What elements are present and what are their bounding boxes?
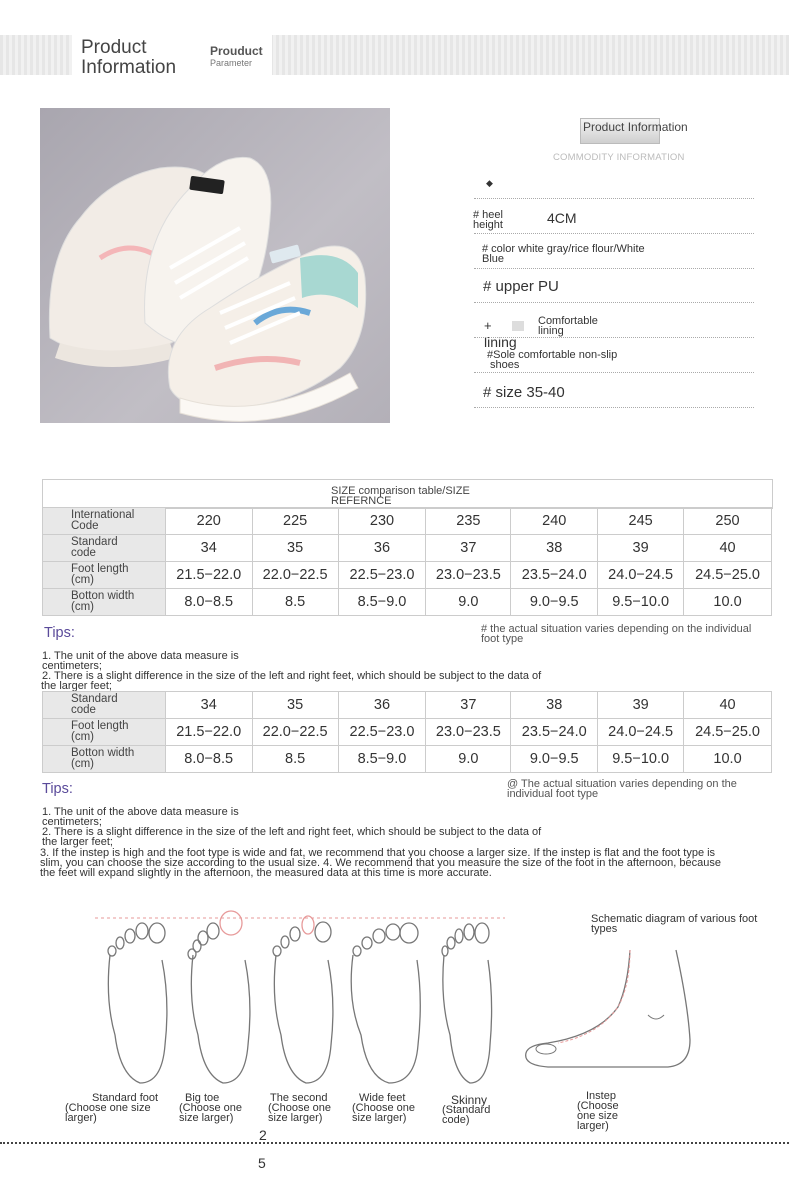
- big-toe-foot-icon: [188, 911, 250, 1083]
- table-cell: 9.0−9.5: [511, 589, 598, 616]
- row-header: [43, 692, 166, 719]
- foot-label-instep-line4: larger): [577, 1120, 609, 1132]
- table-cell: 22.0−22.5: [252, 562, 338, 589]
- table-cell: 35: [252, 535, 338, 562]
- table-cell: 230: [338, 508, 426, 535]
- table-cell: 40: [684, 535, 772, 562]
- divider: [474, 198, 754, 199]
- table-cell: 24.0−24.5: [598, 562, 684, 589]
- table-cell: 24.5−25.0: [684, 719, 772, 746]
- divider: [474, 337, 754, 338]
- color-line1: # color white gray/rice flour/White: [482, 243, 645, 255]
- table-row: [43, 562, 772, 589]
- table-cell: 34: [165, 535, 252, 562]
- header-subtitle: Prouduct: [210, 44, 263, 58]
- schematic-caption: [591, 914, 757, 934]
- sole-line1: #Sole comfortable non-slip: [487, 349, 618, 361]
- divider: [474, 407, 754, 408]
- row-header: [43, 508, 166, 535]
- row-header-line2: (cm): [71, 731, 94, 743]
- table-cell: 23.0−23.5: [426, 719, 511, 746]
- tips2-line1: 1. The unit of the above data measure is: [42, 806, 239, 818]
- diamond-icon: ◆: [486, 178, 493, 188]
- wide-foot-icon: [351, 923, 420, 1083]
- foot-label-standard: [65, 1093, 158, 1123]
- table-cell: 225: [252, 508, 338, 535]
- table-cell: 22.0−22.5: [252, 719, 338, 746]
- heel-height-value: 4CM: [547, 210, 577, 226]
- row-header-line1: International: [71, 509, 135, 521]
- foot-label-standard-line2: (Choose one size: [65, 1102, 151, 1114]
- tips-right-note-line1: # the actual situation varies depending on the individual: [481, 623, 752, 635]
- foot-label-skinny-line2: (Standard: [442, 1104, 491, 1116]
- table-cell: 23.5−24.0: [511, 562, 598, 589]
- table-cell: 22.5−23.0: [338, 719, 426, 746]
- foot-label-big-toe-line1: Big toe: [185, 1092, 220, 1104]
- table-row: [43, 746, 772, 773]
- header-title-line1: Product: [81, 37, 147, 58]
- table-cell: 36: [338, 535, 426, 562]
- divider: [474, 372, 754, 373]
- table-cell: 9.5−10.0: [598, 746, 684, 773]
- foot-label-instep-line3: one size: [577, 1110, 618, 1122]
- foot-label-instep: [577, 1091, 619, 1131]
- table-cell: 10.0: [684, 589, 772, 616]
- tips-text-2-more: [40, 848, 785, 878]
- lining-value: [538, 316, 598, 336]
- row-header: [43, 535, 166, 562]
- tips-right-note-line2: foot type: [481, 633, 524, 645]
- row-header: [43, 719, 166, 746]
- tips-line2: 2. There is a slight difference in the size of the left and right feet, which should be subject to the data of: [42, 670, 542, 682]
- table-cell: 8.5−9.0: [338, 589, 426, 616]
- table-cell: 38: [511, 535, 598, 562]
- page-number-lower: 5: [258, 1155, 266, 1171]
- table-row: [43, 589, 772, 616]
- table-cell: 35: [252, 692, 338, 719]
- tips2-line1b: centimeters;: [42, 816, 102, 828]
- table-cell: 8.0−8.5: [165, 589, 252, 616]
- upper-field: # upper PU: [483, 278, 559, 295]
- row-header-line1: Standard: [71, 693, 118, 705]
- row-header-line1: Standard: [71, 536, 118, 548]
- row-header-line1: Foot length: [71, 720, 129, 732]
- table-cell: 23.0−23.5: [426, 562, 511, 589]
- sneakers-illustration: [40, 108, 390, 423]
- tips2-line3: 3. If the instep is high and the foot type is wide and fat, we recommend that you choose a larger size. If the instep is flat and the foot type is: [40, 847, 716, 859]
- foot-label-second-toe-line2: (Choose one: [268, 1102, 331, 1114]
- row-header-line2: Code: [71, 520, 99, 532]
- tips-line2b: the larger feet;: [41, 680, 112, 692]
- color-field: [482, 244, 645, 264]
- row-header-line2: (cm): [71, 574, 94, 586]
- foot-label-big-toe-line2: (Choose one: [179, 1102, 242, 1114]
- divider: [474, 233, 754, 234]
- tips-line1: 1. The unit of the above data measure is: [42, 650, 239, 662]
- foot-label-big-toe: [179, 1093, 242, 1123]
- tips2-line5: the feet will expand slightly in the afternoon, the measured data at this time is more accurate.: [40, 867, 492, 879]
- row-header-line1: Botton width: [71, 590, 135, 602]
- foot-label-wide-line1: Wide feet: [359, 1092, 406, 1104]
- tips-text: [42, 651, 541, 691]
- table-row: [43, 508, 772, 535]
- table-cell: 220: [165, 508, 252, 535]
- foot-label-standard-line1: Standard foot: [92, 1092, 159, 1104]
- row-header-line2: (cm): [71, 601, 94, 613]
- tips2-line2b: the larger feet;: [42, 836, 113, 848]
- table-cell: 10.0: [684, 746, 772, 773]
- size-caption-line1: SIZE comparison table/SIZE: [331, 485, 470, 497]
- row-header-line1: Foot length: [71, 563, 129, 575]
- foot-label-wide: [352, 1093, 415, 1123]
- instep-foot-icon: [518, 945, 698, 1075]
- tips2-right-note-line1: @ The actual situation varies depending on the: [507, 778, 737, 790]
- table-cell: 39: [598, 692, 684, 719]
- table-cell: 235: [426, 508, 511, 535]
- table-cell: 23.5−24.0: [511, 719, 598, 746]
- commodity-info-label: COMMODITY INFORMATION: [553, 152, 685, 163]
- table-cell: 8.5: [252, 746, 338, 773]
- table-cell: 250: [684, 508, 772, 535]
- row-header-line2: code: [71, 547, 96, 559]
- table-cell: 38: [511, 692, 598, 719]
- sole-field: [487, 350, 617, 370]
- divider: [474, 302, 754, 303]
- color-line2: Blue: [482, 253, 505, 265]
- tips-text-2: [42, 807, 541, 847]
- tips2-right-note-line2: individual foot type: [507, 788, 599, 800]
- table-row: [43, 719, 772, 746]
- row-header: [43, 746, 166, 773]
- table-cell: 21.5−22.0: [165, 562, 252, 589]
- skinny-foot-icon: [442, 923, 492, 1083]
- size-field: # size 35-40: [483, 384, 565, 401]
- row-header: [43, 562, 166, 589]
- foot-types-illustration: [90, 905, 510, 1090]
- tips-label: Tips:: [44, 625, 75, 641]
- header-title: [81, 38, 176, 78]
- table-row: [43, 692, 772, 719]
- lining-plus: +: [484, 318, 492, 333]
- table-cell: 22.5−23.0: [338, 562, 426, 589]
- table-cell: 37: [426, 535, 511, 562]
- row-header-line2: code: [71, 704, 96, 716]
- foot-label-instep-line1: Instep: [586, 1090, 616, 1102]
- lining-value-line1: Comfortable: [538, 315, 598, 327]
- row-header-line2: (cm): [71, 758, 94, 770]
- second-toe-foot-icon: [273, 916, 333, 1083]
- lining-label: lining: [484, 334, 517, 350]
- sole-line2: shoes: [490, 359, 520, 371]
- size-table-caption: [331, 486, 470, 506]
- size-table: [42, 507, 772, 616]
- product-photo: [40, 108, 390, 423]
- schematic-caption-line2: types: [591, 923, 618, 935]
- table-cell: 9.0−9.5: [511, 746, 598, 773]
- tips2-line4: slim, you can choose the size according to the usual size. 4. We recommend that you measure the size of the foot in the afternoon, because: [40, 857, 721, 869]
- tips-right-note: [481, 624, 751, 644]
- foot-label-big-toe-line3: size larger): [179, 1112, 234, 1124]
- foot-label-instep-line2: (Choose: [577, 1100, 619, 1112]
- table-cell: 21.5−22.0: [165, 719, 252, 746]
- table-cell: 8.0−8.5: [165, 746, 252, 773]
- product-info-label: Product Information: [583, 120, 688, 134]
- size-table-2: [42, 691, 772, 773]
- foot-label-skinny-line1: Skinny: [451, 1093, 488, 1107]
- bottom-divider: [0, 1142, 789, 1144]
- divider: [474, 268, 754, 269]
- foot-label-second-toe: [268, 1093, 331, 1123]
- standard-foot-icon: [108, 923, 167, 1083]
- schematic-caption-line1: Schematic diagram of various foot: [591, 913, 758, 925]
- foot-label-wide-line3: size larger): [352, 1112, 407, 1124]
- table-cell: 8.5: [252, 589, 338, 616]
- heel-height-label: [473, 210, 503, 230]
- tips-right-note-2: [507, 779, 737, 799]
- foot-label-second-toe-line3: size larger): [268, 1112, 323, 1124]
- table-cell: 24.5−25.0: [684, 562, 772, 589]
- table-row: [43, 535, 772, 562]
- table-cell: 240: [511, 508, 598, 535]
- tips-label-2: Tips:: [42, 781, 73, 797]
- tips2-line2: 2. There is a slight difference in the size of the left and right feet, which should be subject to the data of: [42, 826, 542, 838]
- tips-line1b: centimeters;: [42, 660, 102, 672]
- lining-swatch: [512, 321, 524, 331]
- row-header: [43, 589, 166, 616]
- foot-label-second-toe-line1: The second: [270, 1092, 328, 1104]
- table-cell: 8.5−9.0: [338, 746, 426, 773]
- page-number-upper: 2: [259, 1127, 267, 1143]
- table-cell: 40: [684, 692, 772, 719]
- table-cell: 245: [598, 508, 684, 535]
- table-cell: 34: [165, 692, 252, 719]
- table-cell: 36: [338, 692, 426, 719]
- table-cell: 37: [426, 692, 511, 719]
- header-subcaption: Parameter: [210, 58, 253, 68]
- foot-label-skinny-line3: code): [442, 1114, 470, 1126]
- heel-label-line2: height: [473, 219, 503, 231]
- lining-value-line2: lining: [538, 325, 564, 337]
- row-header-line1: Botton width: [71, 747, 135, 759]
- table-cell: 24.0−24.5: [598, 719, 684, 746]
- foot-label-wide-line2: (Choose one: [352, 1102, 415, 1114]
- heel-label-line1: # heel: [473, 209, 503, 221]
- table-cell: 9.0: [426, 589, 511, 616]
- foot-label-skinny: [442, 1095, 490, 1125]
- foot-label-standard-line3: larger): [65, 1112, 97, 1124]
- table-cell: 9.5−10.0: [598, 589, 684, 616]
- table-cell: 39: [598, 535, 684, 562]
- table-cell: 9.0: [426, 746, 511, 773]
- size-caption-line2: REFERNCE: [331, 495, 392, 507]
- header-title-line2: Information: [81, 57, 177, 78]
